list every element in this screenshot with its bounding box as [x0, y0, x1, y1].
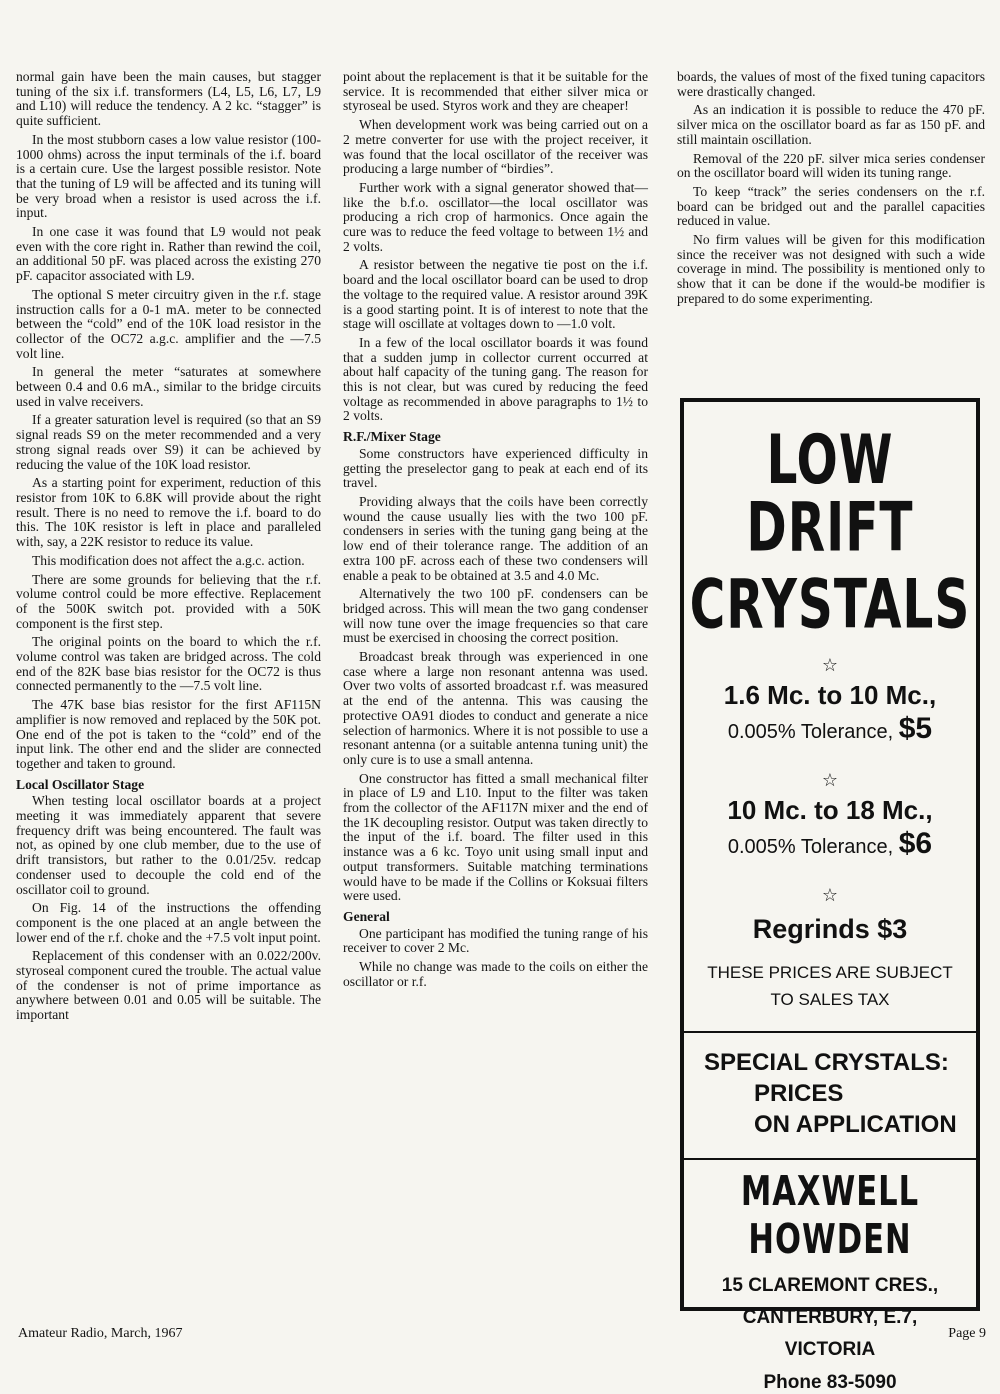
paragraph: Replacement of this condenser with an 0.022/200v. styroseal component cured the trouble. The actual value of the condenser is not of prime importance as anywhere between 0.01 and 0.05 will be suitable. The important — [16, 948, 321, 1023]
paragraph: While no change was made to the coils on either the oscillator or r.f. — [343, 959, 648, 989]
special-line: PRICES — [754, 1080, 844, 1107]
ad-company-name: MAXWELL HOWDEN — [740, 1168, 920, 1264]
ad-phone: Phone 83-5090 — [763, 1372, 897, 1393]
ad-tolerance-2 — [684, 829, 976, 862]
ad-headline-low-drift: LOW DRIFT — [746, 420, 914, 567]
article-column-3 — [677, 70, 985, 311]
ad-special-crystals — [704, 1047, 976, 1140]
tolerance-label: 0.005% Tolerance, — [727, 836, 894, 858]
paragraph: On Fig. 14 of the instructions the offending component is the one placed at an angle between the lower end of the r.f. choke and the +7.5 volt input point. — [16, 900, 321, 945]
paragraph: In one case it was found that L9 would not peak even with the core right in. Rather than rewind the coil, an additional 50 pF. was placed across the existing 270 pF. capacitor associated with L9. — [16, 224, 321, 284]
paragraph: Providing always that the coils have been correctly wound the cause usually lies with the two 100 pF. condensers in series with the tuning gang being at the low end of their tolerance range. The addition of an extra 100 pF. across each of these two condensers will enable a peak to be obtained at 3.5 and 4.0 Mc. — [343, 493, 648, 583]
star-icon: ☆ — [821, 885, 839, 905]
ad-range-1: 1.6 Mc. to 10 Mc., — [723, 680, 937, 710]
section-heading-local-oscillator: Local Oscillator Stage — [16, 776, 145, 792]
tax-line: THESE PRICES ARE SUBJECT — [707, 963, 953, 982]
paragraph: The 47K base bias resistor for the first AF115N amplifier is now removed and replaced by the 50K pot. One end of the pot is taken to the “cold” end of the input link. The other end and the slider are connected together and taken to ground. — [16, 697, 321, 771]
paragraph: In general the meter “saturates at somewhere between 0.4 and 0.6 mA., similar to the bridge circuits used in valve receivers. — [16, 364, 321, 409]
paragraph: As an indication it is possible to reduce the 470 pF. silver mica on the oscillator board as far as 150 pF. and still maintain oscillation. — [677, 102, 985, 147]
price: $5 — [898, 712, 933, 745]
paragraph: There are some grounds for believing that the r.f. volume control could be more effective. Replacement of the 500K switch pot. provided with a 50K component is the first step. — [16, 571, 321, 631]
paragraph: point about the replacement is that it be suitable for the service. It is recommended that either silver mica or styroseal be used. Styros work and they are cheaper! — [343, 69, 648, 114]
ad-tolerance-1 — [684, 714, 976, 747]
article-column-1 — [16, 70, 321, 1027]
paragraph: No firm values will be given for this modification since the receiver was not designed with such a wide coverage in mind. The possibility is mentioned only to show that it can be done if the would-be modifier is prepared to do some experimenting. — [677, 232, 985, 306]
paragraph: One participant has modified the tuning range of his receiver to cover 2 Mc. — [343, 925, 648, 956]
star-icon: ☆ — [821, 655, 839, 675]
paragraph: To keep “track” the series condensers on the r.f. board can be bridged out and the parallel capacities reduced in value. — [677, 183, 985, 229]
ad-range-2: 10 Mc. to 18 Mc., — [727, 795, 933, 825]
star-icon: ☆ — [821, 770, 839, 790]
ad-divider — [684, 1031, 976, 1033]
paragraph: The original points on the board to which the r.f. volume control was taken are bridged across. The cold end of the 82K base bias resistor for the OC72 is thus connected permanently to the —7.5 volt line. — [16, 634, 321, 694]
ad-address — [684, 1270, 976, 1366]
paragraph: When development work was being carried out on a 2 metre converter for use with the project receiver, it was found that the local oscillator of the receiver was producing a large number of “birdies”. — [343, 117, 648, 177]
price: $6 — [898, 827, 933, 860]
address-line: VICTORIA — [784, 1339, 876, 1360]
footer-publication: Amateur Radio, March, 1967 — [18, 1326, 183, 1341]
footer-page-number: Page 9 — [948, 1326, 986, 1341]
paragraph: The optional S meter circuitry given in the r.f. stage instruction calls for a 0-1 mA. meter to be connected between the “cold” end of the 10K load resistor in the collector of the OC72 a.g.c. amplifier and the —7.5 volt line. — [16, 286, 321, 361]
paragraph: In the most stubborn cases a low value resistor (100-1000 ohms) across the input terminals of the i.f. board is a certain cure. Use the largest possible resistor. Note that the tuning of L9 will be affected and its tuning will be very broad when a resistor is used across the i.f. input. — [16, 131, 321, 221]
address-line: 15 CLAREMONT CRES., — [721, 1275, 939, 1296]
tax-line: TO SALES TAX — [770, 990, 890, 1009]
paragraph: When testing local oscillator boards at a project meeting it was immediately apparent that severe frequency drift was being encountered. The fault was not, as opined by one club member, due to the use of drift transistors, but rather to the 0.01/25v. redcap condenser used to decouple the cold end of the oscillator coil to ground. — [16, 793, 321, 897]
paragraph: A resistor between the negative tie post on the i.f. board and the local oscillator board can be used to drop the voltage to the required value. A resistor around 39K is a good starting point. It is of interest to note that the stage will oscillate at voltages down to —1.0 volt. — [343, 257, 648, 332]
paragraph: Alternatively the two 100 pF. condensers can be bridged across. This will mean the two gang condenser will now tune over the image frequencies so that care must be exercised in choosing the correct position. — [343, 586, 648, 646]
paragraph: In a few of the local oscillator boards it was found that a sudden jump in collector current occurred at about half capacity of the tuning gang. The reason for this is not clear, but was cured by reducing the feed voltage as recommended in above paragraphs to 1½ to 2 volts. — [343, 334, 648, 424]
paragraph: Removal of the 220 pF. silver mica series condenser on the oscillator board will widen its tuning range. — [677, 150, 985, 181]
special-line: ON APPLICATION — [754, 1111, 957, 1138]
ad-divider — [684, 1158, 976, 1160]
paragraph: Further work with a signal generator showed that—like the b.f.o. oscillator—the local oscillator was producing a rich crop of harmonics. Once again the cure was to reduce the feed voltage to between 1½ and 2 volts. — [343, 179, 648, 254]
paragraph: Some constructors have experienced difficulty in getting the preselector gang to peak at each end of its travel. — [343, 445, 648, 491]
section-heading-rf-mixer: R.F./Mixer Stage — [343, 429, 441, 445]
paragraph: As a starting point for experiment, reduction of this resistor from 10K to 6.8K will provide about the right result. There is no need to remove the i.f. board to do this. The 10K resistor is left in place and paralleled with, say, a 22K resistor to reduce its value. — [16, 475, 321, 550]
paragraph: One constructor has fitted a small mechanical filter in place of L9 and L10. Input to the filter was taken from the collector of the AF117N mixer and the end of the 1K decoupling resistor. Output was taken directly to the input of the i.f. board. The filter used in this instance was a 6 kc. Toyo unit using small input and output transformers. Suitable matching terminations would have to be made if the Collins or Koksuai filters were used. — [343, 770, 648, 904]
ad-headline-crystals: CRYSTALS — [689, 565, 971, 644]
article-column-2 — [343, 70, 648, 993]
address-line: CANTERBURY, E.7, — [742, 1307, 918, 1328]
ad-regrinds: Regrinds $3 — [752, 914, 908, 944]
paragraph: Broadcast break through was experienced in one case where a large non resonant antenna was used. Over two volts of assorted broadcast r.f. was measured at the end of the antenna. This was causing the protective OA91 diodes to conduct and generate a nice selection of harmonics. Where it is not possible to use a resonant antenna (or a suitable antenna tuning unit) the only cure is to use a small antenna. — [343, 649, 648, 767]
paragraph: boards, the values of most of the fixed tuning capacitors were drastically changed. — [677, 69, 985, 99]
paragraph: normal gain have been the main causes, but stagger tuning of the six i.f. transformers (L4, L5, L6, L7, L9 and L10) will reduce the tendency. A 2 kc. “stagger” is quite sufficient. — [16, 69, 321, 129]
ad-tax-note — [684, 959, 976, 1013]
special-line: SPECIAL CRYSTALS: — [704, 1049, 949, 1076]
tolerance-label: 0.005% Tolerance, — [727, 721, 894, 743]
paragraph: If a greater saturation level is required (so that an S9 signal reads S9 on the meter recommended and a very strong signal reads over S9) it can be achieved by reducing the value of the 10K load resistor. — [16, 412, 321, 472]
section-heading-general: General — [343, 908, 390, 924]
paragraph: This modification does not affect the a.g.c. action. — [32, 552, 305, 568]
